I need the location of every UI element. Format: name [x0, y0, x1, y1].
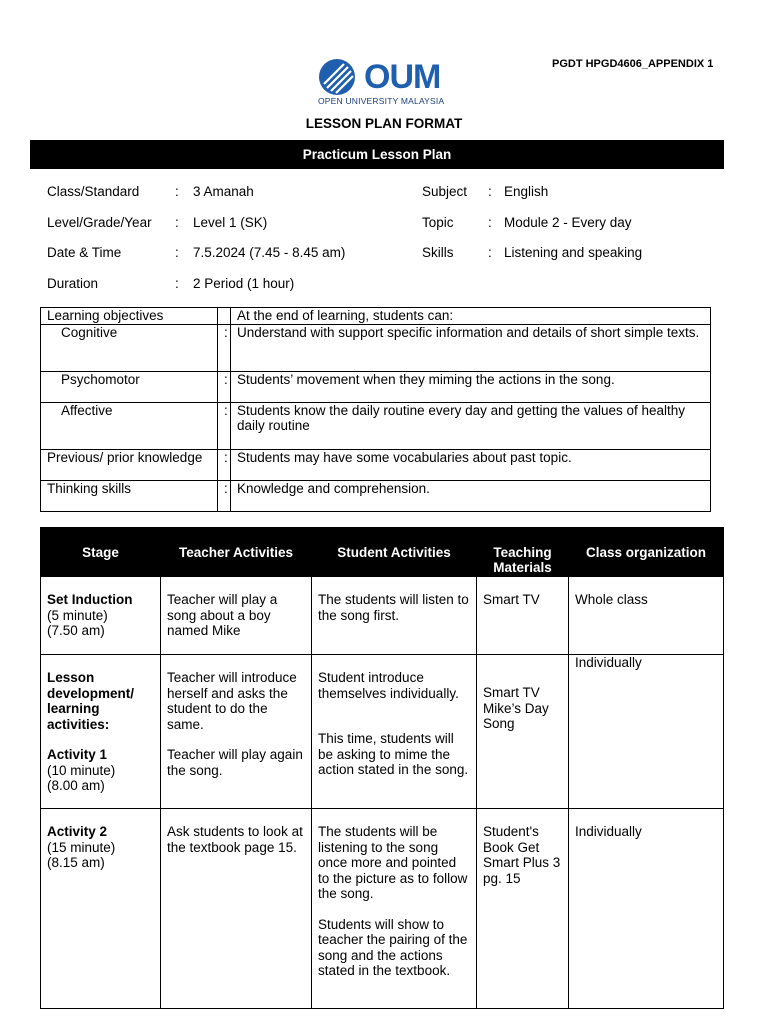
objectives-table [40, 307, 711, 512]
cognitive-value: Understand with support specific information and details of short simple texts. [231, 324, 711, 371]
student-activity-2: Students will show to teacher the pairing of the song and the actions stated in the textbook. [318, 916, 468, 978]
organization-cell: Individually [569, 809, 724, 1009]
practicum-band-title: Practicum Lesson Plan [30, 140, 724, 169]
activity-time: (8.15 am) [47, 855, 105, 870]
activity-time: (8.00 am) [47, 778, 105, 793]
level-value: Level 1 (SK) [193, 215, 268, 230]
student-activity-1: Student introduce themselves individually. [318, 670, 459, 701]
teacher-activity-2: Teacher will play again the song. [167, 747, 303, 778]
skills-label: Skills [422, 245, 454, 260]
class-value: 3 Amanah [193, 184, 254, 199]
student-activity-cell: The students will listen to the song first. [312, 577, 477, 655]
stage-title: Set Induction [47, 592, 133, 607]
date-value: 7.5.2024 (7.45 - 8.45 am) [193, 245, 346, 260]
materials-cell: Student's Book Get Smart Plus 3 pg. 15 [477, 809, 569, 1009]
table-row [41, 324, 711, 371]
materials-cell: Smart TV [477, 577, 569, 655]
student-activity-cell [312, 809, 477, 1009]
date-colon: : [175, 245, 179, 260]
subject-colon: : [488, 184, 492, 199]
student-activity-2: This time, students will be asking to mime the action stated in the song. [318, 731, 469, 777]
table-row [41, 480, 711, 511]
learning-objectives-value: At the end of learning, students can: [231, 308, 711, 325]
header-stage: Stage [41, 528, 161, 577]
class-colon: : [175, 184, 179, 199]
header-teacher-activities: Teacher Activities [161, 528, 312, 577]
duration-colon: : [175, 276, 179, 291]
header-class-organization: Class organization [569, 528, 724, 577]
header-teaching-materials: Teaching Materials [477, 528, 569, 577]
colon-cell: : [218, 402, 231, 449]
colon-cell: : [218, 480, 231, 511]
topic-value: Module 2 - Every day [504, 215, 632, 230]
material-2: Mike’s Day Song [483, 700, 549, 731]
affective-value: Students know the daily routine every day and getting the values of healthy daily routine [231, 402, 711, 449]
table-header-row [41, 528, 724, 577]
stage-cell [41, 809, 161, 1009]
colon-cell [218, 308, 231, 325]
skills-colon: : [488, 245, 492, 260]
stage-duration: (5 minute) [47, 607, 108, 623]
student-activity-cell [312, 655, 477, 809]
table-row [41, 809, 724, 1009]
organization-cell: Whole class [569, 577, 724, 655]
topic-label: Topic [422, 215, 454, 230]
student-activity-1: The students will be listening to the song once more and pointed to the picture as to follow the song. [318, 824, 468, 901]
subject-label: Subject [422, 184, 468, 199]
document-code: PGDT HPGD4606_APPENDIX 1 [552, 58, 714, 70]
class-label: Class/Standard [47, 184, 140, 199]
thinking-skills-label: Thinking skills [41, 480, 218, 511]
activities-table [40, 527, 724, 1009]
materials-cell [477, 655, 569, 809]
table-row [41, 577, 724, 655]
activity-duration: (10 minute) [47, 762, 116, 778]
skills-value: Listening and speaking [504, 245, 643, 260]
level-colon: : [175, 215, 179, 230]
activity-title: Activity 2 [47, 824, 108, 839]
stage-title: Lesson development/ learning activities: [47, 670, 135, 732]
logo-subtitle: OPEN UNIVERSITY MALAYSIA [318, 96, 445, 106]
subject-value: English [504, 184, 549, 199]
logo-wordmark: OUM [364, 58, 441, 96]
topic-colon: : [488, 215, 492, 230]
colon-cell: : [218, 324, 231, 371]
teacher-activity-cell [161, 655, 312, 809]
activity-duration: (15 minute) [47, 839, 116, 855]
teacher-activity-cell: Teacher will play a song about a boy named Mike [161, 577, 312, 655]
psychomotor-label: Psychomotor [41, 371, 218, 402]
duration-label: Duration [47, 276, 99, 291]
colon-cell: : [218, 449, 231, 480]
level-label: Level/Grade/Year [47, 215, 152, 230]
stage-time: (7.50 am) [47, 623, 105, 638]
date-label: Date & Time [47, 245, 122, 260]
thinking-skills-value: Knowledge and comprehension. [231, 480, 711, 511]
table-row [41, 308, 711, 325]
duration-value: 2 Period (1 hour) [193, 276, 295, 291]
stage-cell [41, 655, 161, 809]
header-student-activities: Student Activities [312, 528, 477, 577]
prior-knowledge-value: Students may have some vocabularies about past topic. [231, 449, 711, 480]
stage-cell [41, 577, 161, 655]
oum-logo-icon [318, 58, 362, 96]
psychomotor-value: Students’ movement when they miming the actions in the song. [231, 371, 711, 402]
colon-cell: : [218, 371, 231, 402]
material-1: Smart TV [483, 685, 540, 700]
activity-title: Activity 1 [47, 747, 108, 762]
affective-label: Affective [41, 402, 218, 449]
table-row [41, 402, 711, 449]
prior-knowledge-label: Previous/ prior knowledge [41, 449, 218, 480]
cognitive-label: Cognitive [41, 324, 218, 371]
table-row [41, 655, 724, 809]
learning-objectives-label: Learning objectives [41, 308, 218, 325]
organization-cell: Individually [569, 655, 724, 809]
document-title: LESSON PLAN FORMAT [305, 116, 463, 131]
teacher-activity-1: Teacher will introduce herself and asks the student to do the same. [167, 670, 297, 732]
teacher-activity-cell: Ask students to look at the textbook page 15. [161, 809, 312, 1009]
table-row [41, 371, 711, 402]
table-row [41, 449, 711, 480]
